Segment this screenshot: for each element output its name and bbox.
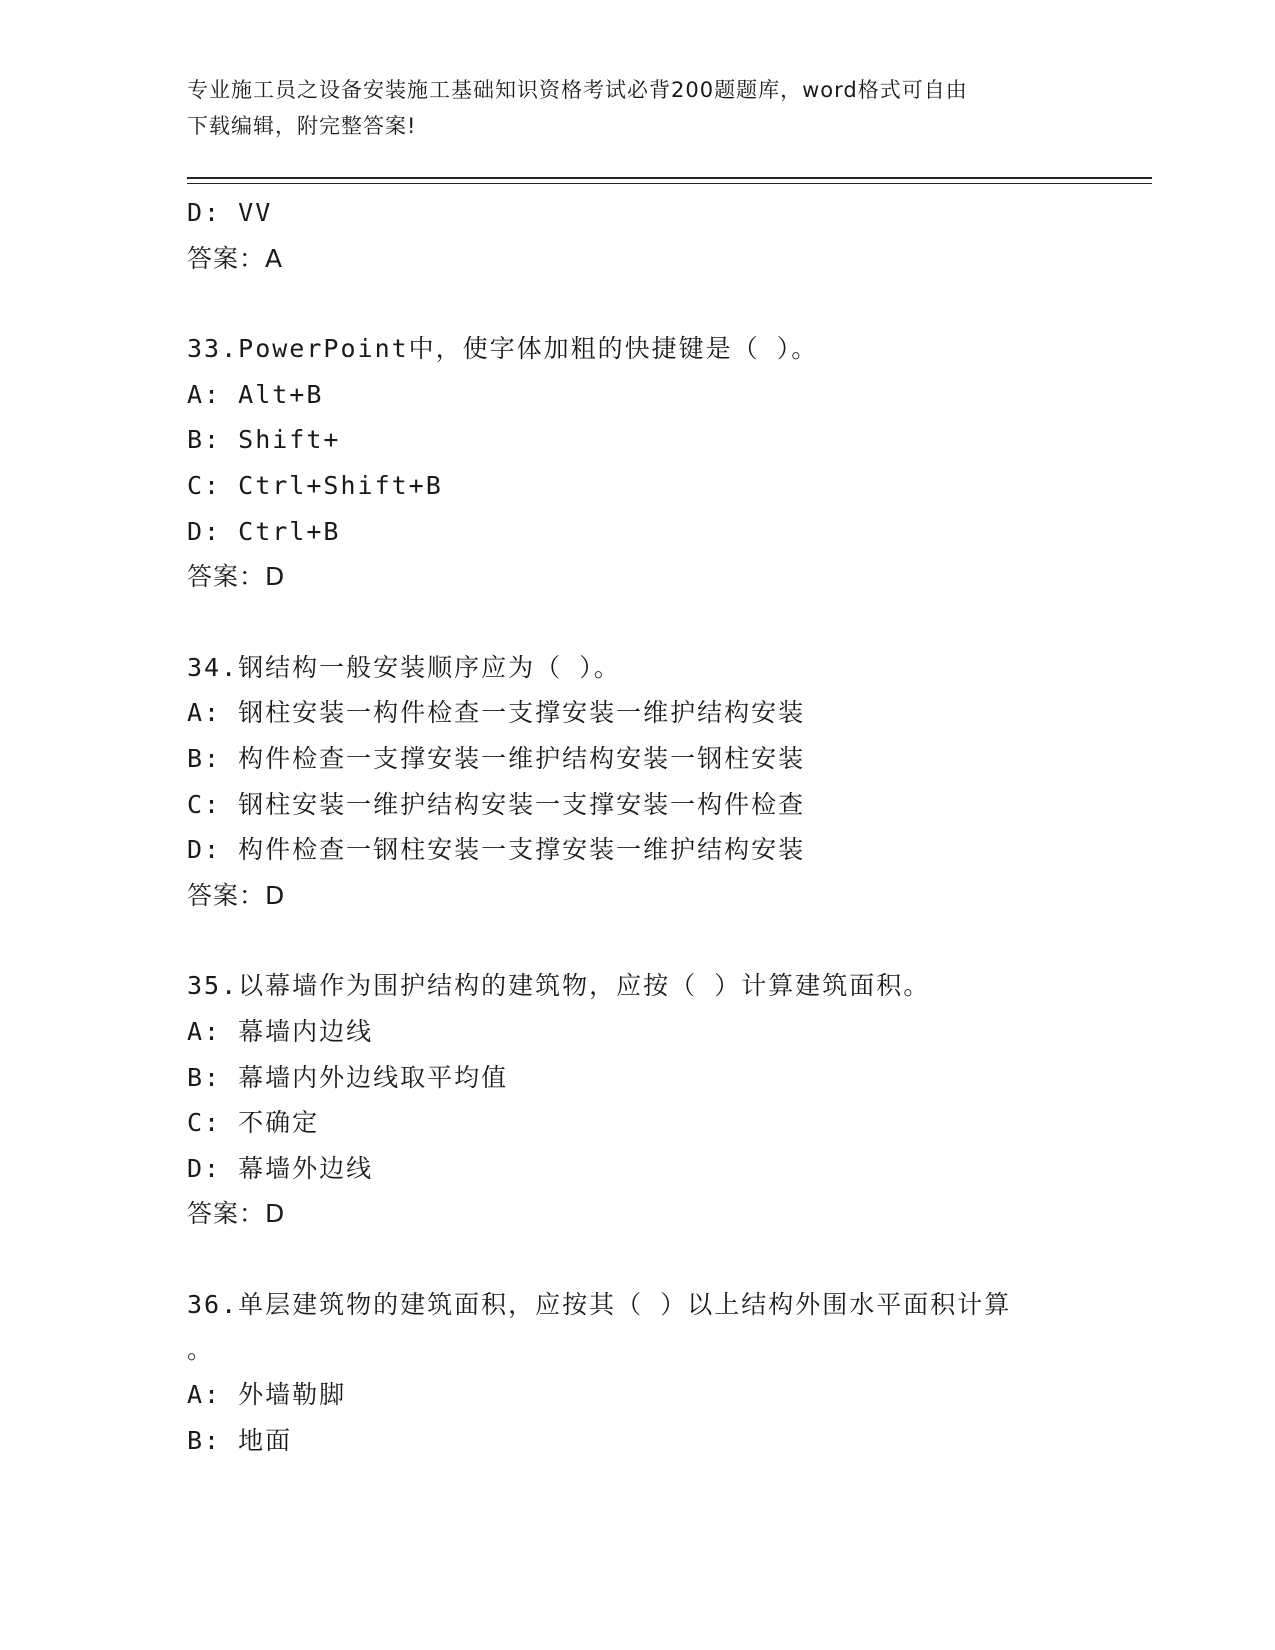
prev-option-d: D: VV	[187, 198, 273, 227]
question-34	[187, 645, 1087, 919]
answer: 答案：D	[187, 1199, 286, 1229]
option-c: C: 不确定	[187, 1108, 320, 1138]
option-d: D: Ctrl+B	[187, 516, 341, 546]
header-line-2: 下载编辑，附完整答案!	[187, 114, 417, 138]
option-a: A: 外墙勒脚	[187, 1380, 347, 1410]
header-divider-thick	[187, 177, 1152, 179]
question-36	[187, 1282, 1087, 1464]
answer: 答案：D	[187, 880, 286, 910]
prev-answer: 答案：A	[187, 243, 284, 273]
question-stem: 33.PowerPoint中，使字体加粗的快捷键是（ ）。	[187, 334, 819, 364]
option-c: C: 钢柱安装一维护结构安装一支撑安装一构件检查	[187, 789, 806, 819]
question-stem-continuation: 。	[187, 1335, 213, 1365]
option-b: B: Shift+	[187, 425, 341, 455]
page-header	[187, 72, 1067, 144]
option-d: D: 构件检查一钢柱安装一支撑安装一维护结构安装	[187, 835, 806, 865]
option-c: C: Ctrl+Shift+B	[187, 470, 443, 500]
option-a: A: 钢柱安装一构件检查一支撑安装一维护结构安装	[187, 698, 806, 728]
question-35	[187, 963, 1087, 1237]
option-b: B: 幕墙内外边线取平均值	[187, 1062, 509, 1092]
question-33	[187, 326, 1087, 600]
question-stem: 34.钢结构一般安装顺序应为（ ）。	[187, 652, 621, 682]
question-stem: 36.单层建筑物的建筑面积，应按其（ ）以上结构外围水平面积计算	[187, 1289, 1012, 1319]
option-a: A: Alt+B	[187, 379, 324, 409]
option-d: D: 幕墙外边线	[187, 1153, 374, 1183]
option-a: A: 幕墙内边线	[187, 1016, 374, 1046]
question-list	[187, 190, 1087, 1464]
header-divider-thin	[187, 183, 1152, 184]
question-stem: 35.以幕墙作为围护结构的建筑物，应按（ ）计算建筑面积。	[187, 971, 931, 1001]
answer: 答案：D	[187, 562, 286, 592]
option-b: B: 构件检查一支撑安装一维护结构安装一钢柱安装	[187, 743, 806, 773]
option-b: B: 地面	[187, 1426, 293, 1456]
header-line-1: 专业施工员之设备安装施工基础知识资格考试必背200题题库，word格式可自由	[187, 78, 968, 102]
